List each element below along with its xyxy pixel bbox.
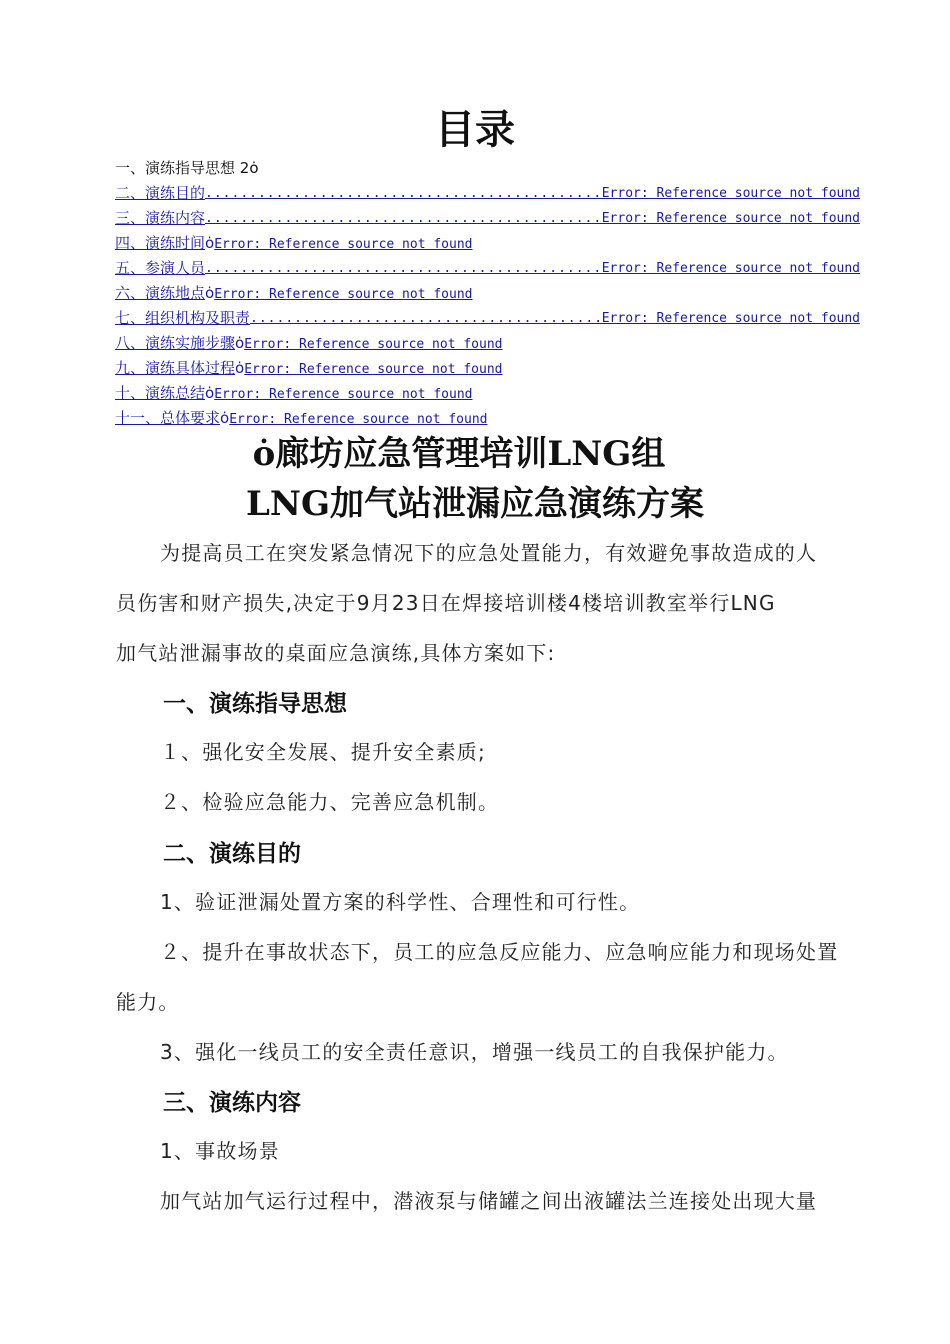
toc-page-ref-error: Error: Reference source not found bbox=[229, 412, 488, 427]
toc-item-5[interactable] bbox=[115, 256, 860, 281]
intro-line-3: 加气站泄漏事故的桌面应急演练,具体方案如下: bbox=[116, 641, 556, 665]
toc-page-ref-error: Error: Reference source not found bbox=[601, 211, 860, 226]
section-2-item-1: 1、验证泄漏处置方案的科学性、合理性和可行性。 bbox=[160, 890, 641, 914]
document-title-line-1: ȯ廊坊应急管理培训LNG组 bbox=[252, 434, 666, 474]
toc-item-label: 三、演练内容 bbox=[115, 209, 206, 227]
toc-mark: ȯ bbox=[205, 384, 215, 402]
section-2-heading: 二、演练目的 bbox=[163, 841, 301, 867]
toc-item-2[interactable] bbox=[115, 181, 860, 206]
toc-mark: ȯ bbox=[235, 334, 245, 352]
toc-page-ref-error: Error: Reference source not found bbox=[214, 237, 473, 252]
toc-item-11[interactable] bbox=[115, 406, 860, 431]
intro-line-1: 为提高员工在突发紧急情况下的应急处置能力，有效避免事故造成的人 bbox=[160, 541, 818, 565]
toc-item-7[interactable] bbox=[115, 306, 860, 331]
toc-leader-dots bbox=[205, 206, 602, 231]
toc-page-ref-error: Error: Reference source not found bbox=[244, 362, 503, 377]
toc-item-9[interactable] bbox=[115, 356, 860, 381]
section-2-item-2: ２、提升在事故状态下，员工的应急反应能力、应急响应能力和现场处置 bbox=[160, 940, 839, 964]
section-2-item-2-cont: 能力。 bbox=[116, 990, 180, 1014]
section-2-item-3: 3、强化一线员工的安全责任意识，增强一线员工的自我保护能力。 bbox=[160, 1040, 789, 1064]
section-3-heading: 三、演练内容 bbox=[163, 1090, 301, 1116]
toc-item-label: 四、演练时间 bbox=[115, 234, 206, 252]
toc-item-label: 九、演练具体过程 bbox=[115, 359, 236, 377]
toc-mark: ȯ bbox=[220, 409, 230, 427]
toc-item-8[interactable] bbox=[115, 331, 860, 356]
toc-item-label: 十、演练总结 bbox=[115, 384, 206, 402]
toc-mark: ȯ bbox=[205, 234, 215, 252]
section-3-text-1: 加气站加气运行过程中，潜液泵与储罐之间出液罐法兰连接处出现大量 bbox=[160, 1189, 818, 1213]
toc-page-ref-error: Error: Reference source not found bbox=[601, 261, 860, 276]
toc-item-label: 八、演练实施步骤 bbox=[115, 334, 236, 352]
toc-item-4[interactable] bbox=[115, 231, 860, 256]
toc-leader-dots bbox=[205, 256, 602, 281]
toc-item-label: 五、参演人员 bbox=[115, 259, 206, 277]
section-3-item-1: 1、事故场景 bbox=[160, 1139, 280, 1163]
toc-title: 目录 bbox=[435, 107, 515, 153]
toc-item-label: 七、组织机构及职责 bbox=[115, 309, 251, 327]
toc-mark: ȯ bbox=[235, 359, 245, 377]
toc-item-label: 十一、总体要求 bbox=[115, 409, 221, 427]
toc-leader-dots bbox=[250, 306, 602, 331]
toc-page-ref-error: Error: Reference source not found bbox=[601, 186, 860, 201]
intro-line-2: 员伤害和财产损失,决定于9月23日在焊接培训楼4楼培训教室举行LNG bbox=[116, 591, 776, 615]
toc-item-6[interactable] bbox=[115, 281, 860, 306]
toc-mark: ȯ bbox=[249, 159, 259, 177]
section-1-item-1: １、强化安全发展、提升安全素质; bbox=[160, 740, 486, 764]
section-1-heading: 一、演练指导思想 bbox=[163, 691, 347, 717]
toc-page-ref-error: Error: Reference source not found bbox=[244, 337, 503, 352]
toc-item-label: 一、演练指导思想 2 bbox=[115, 159, 250, 177]
toc-page-ref-error: Error: Reference source not found bbox=[214, 287, 473, 302]
document-title-line-2: LNG加气站泄漏应急演练方案 bbox=[245, 484, 705, 524]
toc-item-3[interactable] bbox=[115, 206, 860, 231]
toc-mark: ȯ bbox=[205, 284, 215, 302]
toc-page-ref-error: Error: Reference source not found bbox=[214, 387, 473, 402]
toc-item-1[interactable] bbox=[115, 156, 860, 181]
toc-item-label: 二、演练目的 bbox=[115, 184, 206, 202]
toc-leader-dots bbox=[205, 181, 602, 206]
table-of-contents bbox=[115, 156, 860, 431]
section-1-item-2: ２、检验应急能力、完善应急机制。 bbox=[160, 790, 500, 814]
toc-item-10[interactable] bbox=[115, 381, 860, 406]
toc-page-ref-error: Error: Reference source not found bbox=[601, 311, 860, 326]
toc-item-label: 六、演练地点 bbox=[115, 284, 206, 302]
